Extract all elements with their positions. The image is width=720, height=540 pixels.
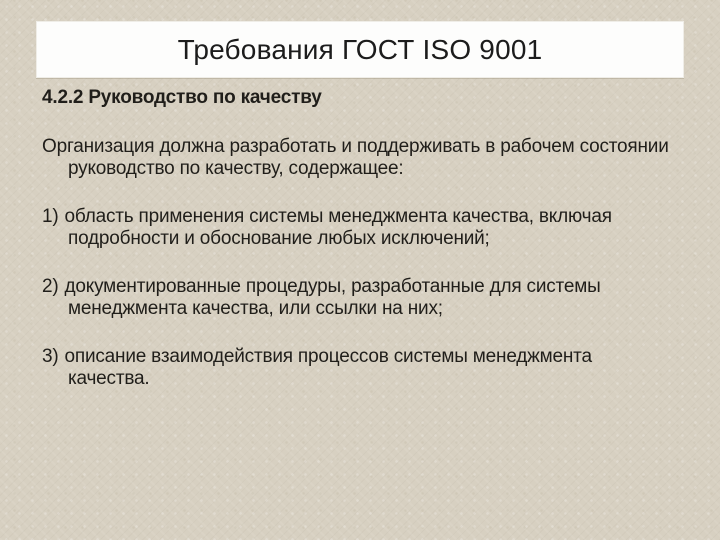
list-item: [42, 276, 674, 320]
list-item-text: документированные процедуры, разработанные для системы менеджмента качества, или ссылки на них;: [64, 276, 601, 319]
list-item-text: область применения системы менеджмента качества, включая подробности и обоснование любых исключений;: [64, 206, 612, 249]
slide-body: [42, 87, 674, 416]
slide-title-box: [36, 21, 684, 78]
list-item-marker: 1): [42, 206, 59, 227]
list-item-marker: 2): [42, 276, 59, 297]
list-item-marker: 3): [42, 346, 59, 367]
list-item: [42, 346, 674, 390]
section-heading: 4.2.2 Руководство по качеству: [42, 87, 322, 108]
slide-title: Требования ГОСТ ISO 9001: [177, 33, 543, 65]
list-item: [42, 206, 674, 250]
list-item-text: описание взаимодействия процессов системы менеджмента качества.: [64, 346, 592, 389]
intro-paragraph: Организация должна разработать и поддерживать в рабочем состоянии руководство по качеству, содержащее:: [42, 136, 669, 179]
